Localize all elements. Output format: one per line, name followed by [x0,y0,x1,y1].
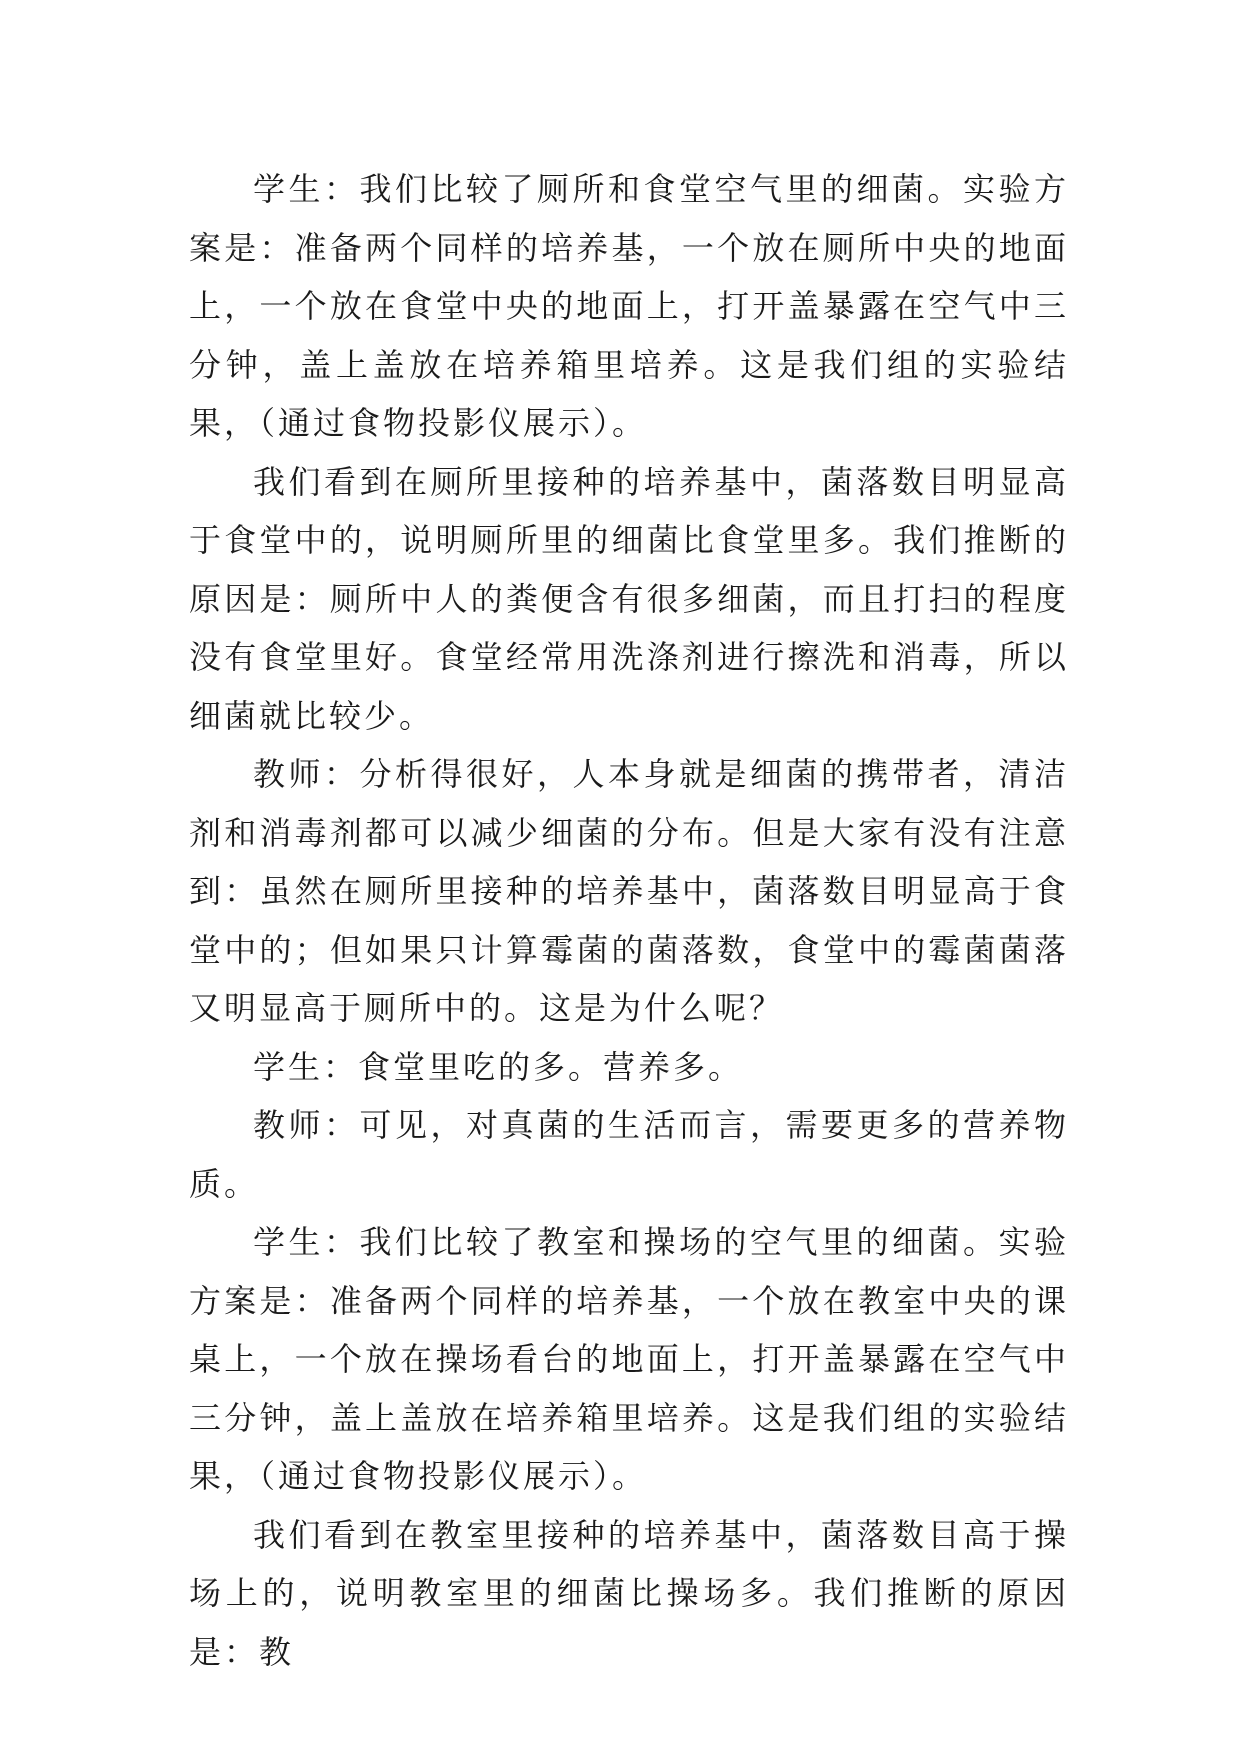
paragraph-4: 学生：食堂里吃的多。营养多。 [253,1047,744,1086]
paragraph-5: 教师：可见，对真菌的生活而言，需要更多的营养物质。 [189,1106,1069,1203]
paragraph-3: 教师：分析得很好，人本身就是细菌的携带者，清洁剂和消毒剂都可以减少细菌的分布。但是大家有没有注意到：虽然在厕所里接种的培养基中，菌落数目明显高于食堂中的；但如果只计算霉菌的菌落数，食堂中的霉菌菌落又明显高于厕所中的。这是为什么呢？ [189,755,1069,1027]
paragraph-6: 学生：我们比较了教室和操场的空气里的细菌。实验方案是：准备两个同样的培养基，一个放在教室中央的课桌上，一个放在操场看台的地面上，打开盖暴露在空气中三分钟，盖上盖放在培养箱里培养。这是我们组的实验结果，（通过食物投影仪展示）。 [189,1223,1069,1495]
paragraph-1: 学生：我们比较了厕所和食堂空气里的细菌。实验方案是：准备两个同样的培养基，一个放在厕所中央的地面上，一个放在食堂中央的地面上，打开盖暴露在空气中三分钟，盖上盖放在培养箱里培养。这是我们组的实验结果，（通过食物投影仪展示）。 [189,170,1069,442]
document-page [189,160,1069,1681]
paragraph-2: 我们看到在厕所里接种的培养基中，菌落数目明显高于食堂中的，说明厕所里的细菌比食堂里多。我们推断的原因是：厕所中人的粪便含有很多细菌，而且打扫的程度没有食堂里好。食堂经常用洗涤剂进行擦洗和消毒，所以细菌就比较少。 [189,462,1069,735]
paragraph-7: 我们看到在教室里接种的培养基中，菌落数目高于操场上的，说明教室里的细菌比操场多。我们推断的原因是：教 [189,1515,1069,1671]
